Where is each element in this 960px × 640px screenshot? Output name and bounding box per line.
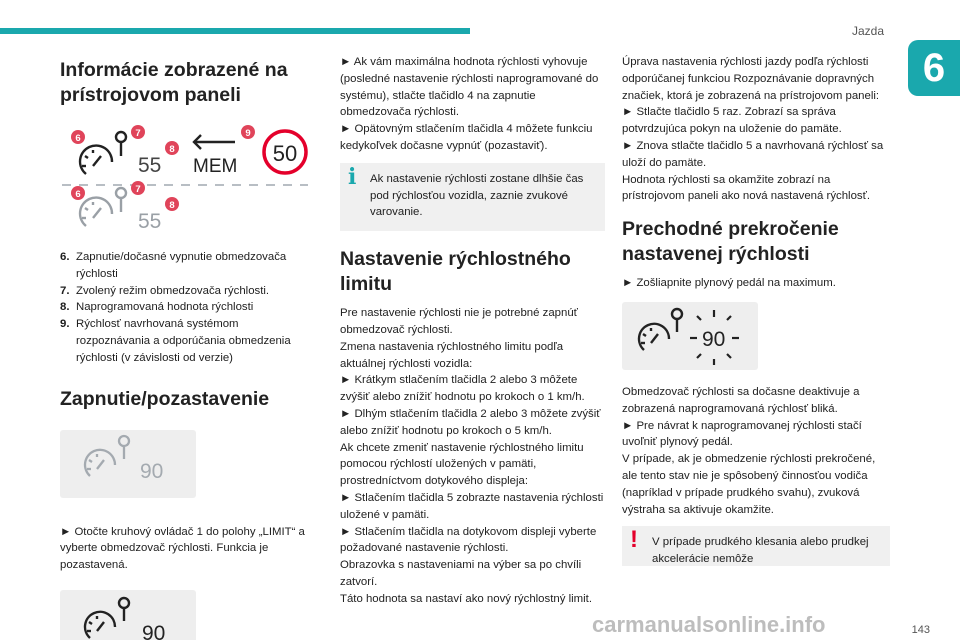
info-note: i Ak nastavenie rýchlosti zostane dlhšie čas pod rýchlosťou vozidla, zaznie zvukové varovanie.: [340, 163, 605, 231]
label-7: 7: [135, 184, 141, 195]
speedometer-icon: [85, 449, 115, 475]
top-accent-bar: [0, 28, 470, 34]
limiter-icon: [672, 309, 682, 332]
label-8: 8: [169, 200, 175, 211]
info-icon: i: [348, 163, 357, 190]
label-6: 6: [75, 133, 81, 144]
column-3: [622, 54, 890, 566]
section-title-activation: Zapnutie/pozastavenie: [60, 387, 270, 410]
mem-label: MEM: [193, 156, 238, 177]
chapter-badge: 6: [908, 40, 960, 96]
legend-item: 6. Zapnutie/dočasné vypnutie obmedzovača rýchlosti: [60, 251, 287, 280]
speed-limit-title: Nastavenie rýchlostného limitu: [340, 248, 571, 296]
column-2: [340, 54, 605, 608]
legend-list: [60, 249, 310, 367]
programmed-speed: 55: [138, 154, 162, 177]
intro-text: ► Ak vám maximálna hodnota rýchlosti vyhovuje (posledné nastavenie rýchlosti naprogramované do systému), stlačte tlačidlo 4 na zapnutie obmedzovača rýchlosti. ► Opätovným stlačením tlačidla 4 môžete funkciu kedykoľvek dočasne vypnúť (pozastaviť).: [340, 56, 599, 152]
activation-text: ► Otočte kruhový ovládač 1 do polohy „LIMIT“ a vyberte obmedzovač rýchlosti. Funkcia je pozastavená.: [60, 525, 305, 572]
figure-active: [60, 590, 196, 640]
legend-item: 9. Rýchlosť navrhovaná systémom rozpoznávania a odporúčania obmedzenia rýchlosti (v závislosti od verzie): [60, 318, 291, 364]
instrument-diagram: [60, 122, 310, 237]
warning-icon: !: [630, 526, 638, 554]
figure-flashing: [622, 302, 758, 370]
legend-item: 8. Naprogramovaná hodnota rýchlosti: [60, 301, 254, 314]
page-number: 143: [911, 624, 930, 636]
speedometer-icon: [80, 198, 112, 226]
limiter-icon: [119, 598, 129, 621]
warning-note: ! V prípade prudkého klesania alebo prudkej akcelerácie nemôže: [622, 526, 890, 566]
legend-item: 7. Zvolený režim obmedzovača rýchlosti.: [60, 284, 270, 297]
section-header: Jazda: [851, 24, 884, 38]
overspeed-text: Obmedzovač rýchlosti sa dočasne deaktivuje a zobrazená naprogramovaná rýchlosť bliká. ► Pre návrat k naprogramovanej rýchlosti stačí uvoľniť plynový pedál. V prípade, ak je obmedzenie rýchlosti prekročené, ale tento stav nie je spôsobený činnosťou vodiča (napríklad v prípade prudkého svahu), zvuková výstraha sa aktivuje okamžite.: [622, 385, 876, 516]
speedometer-icon: [639, 324, 669, 350]
column-1: [60, 54, 310, 640]
overspeed-step: ► Zošliapnite plynový pedál na maximum.: [622, 277, 836, 290]
speedometer-icon: [80, 146, 112, 174]
recommendation-text: Úprava nastavenia rýchlosti jazdy podľa rýchlosti odporúčanej funkciou Rozpoznávanie dopravných značiek, ktorá je zobrazená na prístrojovom paneli: ► Stlačte tlačidlo 5 raz. Zobrazí sa správa potvrdzujúca pokyn na uloženie do pamäte. ► Znova stlačte tlačidlo 5 a navrhovaná rýchlosť sa uloží do pamäte. Hodnota rýchlosti sa okamžite zobrazí na prístrojovom paneli ako nová nastavená rýchlosť.: [622, 56, 884, 203]
arrow-icon: [194, 135, 235, 149]
label-7: 7: [135, 128, 141, 139]
speedometer-icon: [85, 612, 115, 638]
info-title: Informácie zobrazené na prístrojovom paneli: [60, 59, 288, 106]
limiter-icon: [116, 132, 126, 156]
figure-paused: [60, 430, 196, 498]
speed-value: 90: [140, 459, 164, 483]
speed-value: 90: [142, 621, 166, 640]
limiter-icon: [119, 436, 129, 459]
limiter-icon: [116, 188, 126, 212]
programmed-speed-inactive: 55: [138, 210, 162, 233]
sign-speed: 50: [272, 141, 298, 166]
watermark: carmanualsonline.info: [592, 612, 826, 637]
speed-limit-text: Pre nastavenie rýchlosti nie je potrebné zapnúť obmedzovač rýchlosti. Zmena nastavenia rýchlostného limitu podľa aktuálnej rýchlosti vozidla: ► Krátkym stlačením tlačidla 2 alebo 3 môžete zvýšiť alebo znížiť hodnotu po krokoch o 1 km/h. ► Dlhým stlačením tlačidla 2 alebo 3 môžete zvýšiť alebo znížiť hodnotu po krokoch o 5 km/h. Ak chcete zmeniť nastavenie rýchlostného limitu pomocou rýchlostí uložených v pamäti, prostredníctvom dotykového displeja: ► Stlačením tlačidla 5 zobrazte nastavenia rýchlosti uložené v pamäti. ► Stlačením tlačidla na dotykovom displeji vyberte požadované nastavenie rýchlosti. Obrazovka s nastaveniami na výber sa po chvíli zatvorí. Táto hodnota sa nastaví ako nový rýchlostný limit.: [340, 307, 604, 605]
speed-value: 90: [702, 327, 726, 351]
label-8: 8: [169, 144, 175, 155]
overspeed-title: Prechodné prekročenie nastavenej rýchlosti: [622, 218, 839, 266]
label-9: 9: [245, 128, 251, 139]
label-6: 6: [75, 189, 81, 200]
